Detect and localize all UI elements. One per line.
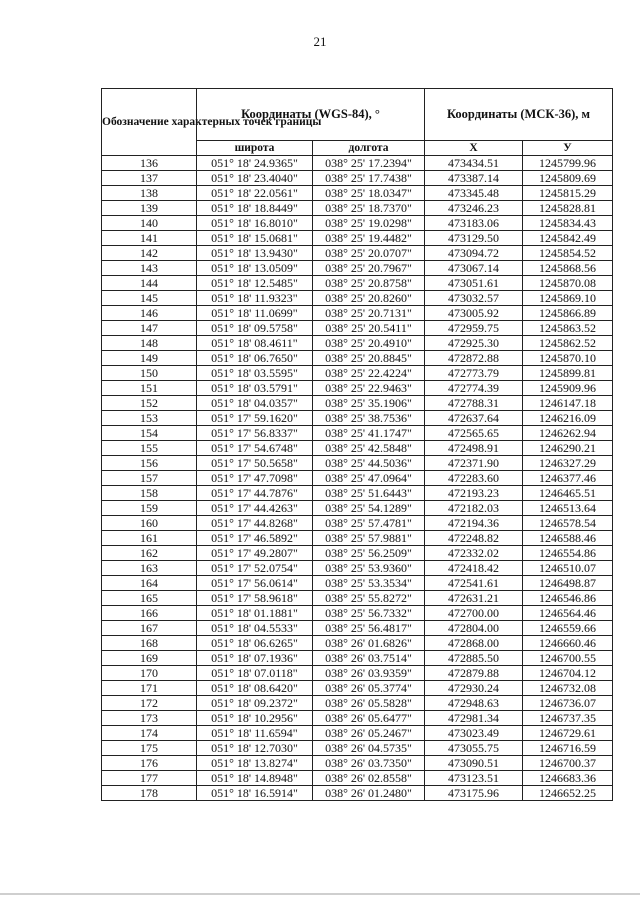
cell-longitude: 038° 25' 42.5848": [313, 441, 425, 456]
cell-point-number: 153: [102, 411, 197, 426]
cell-y: 1246465.51: [523, 486, 613, 501]
cell-y: 1246564.46: [523, 606, 613, 621]
table-row: [102, 666, 613, 681]
cell-point-number: 145: [102, 291, 197, 306]
cell-x: 472193.23: [425, 486, 523, 501]
cell-y: 1246732.08: [523, 681, 613, 696]
cell-latitude: 051° 18' 16.5914": [197, 786, 313, 801]
table-row: [102, 201, 613, 216]
cell-y: 1245909.96: [523, 381, 613, 396]
cell-latitude: 051° 18' 13.0509": [197, 261, 313, 276]
cell-longitude: 038° 25' 17.7438": [313, 171, 425, 186]
cell-longitude: 038° 25' 44.5036": [313, 456, 425, 471]
cell-latitude: 051° 18' 14.8948": [197, 771, 313, 786]
cell-longitude: 038° 25' 20.7967": [313, 261, 425, 276]
table-row: [102, 396, 613, 411]
cell-longitude: 038° 26' 01.6826": [313, 636, 425, 651]
cell-x: 473434.51: [425, 156, 523, 171]
header-y: У: [523, 141, 613, 156]
cell-longitude: 038° 25' 22.9463": [313, 381, 425, 396]
table-row: [102, 231, 613, 246]
table-row: [102, 681, 613, 696]
cell-point-number: 177: [102, 771, 197, 786]
table-row: [102, 306, 613, 321]
cell-latitude: 051° 17' 50.5658": [197, 456, 313, 471]
cell-longitude: 038° 25' 54.1289": [313, 501, 425, 516]
table-row: [102, 216, 613, 231]
cell-longitude: 038° 25' 53.9360": [313, 561, 425, 576]
cell-y: 1246704.12: [523, 666, 613, 681]
page-number: 21: [313, 34, 327, 49]
cell-longitude: 038° 26' 05.3774": [313, 681, 425, 696]
cell-longitude: 038° 25' 22.4224": [313, 366, 425, 381]
cell-y: 1246510.07: [523, 561, 613, 576]
cell-y: 1246660.46: [523, 636, 613, 651]
cell-latitude: 051° 17' 52.0754": [197, 561, 313, 576]
cell-point-number: 170: [102, 666, 197, 681]
cell-point-number: 154: [102, 426, 197, 441]
cell-point-number: 155: [102, 441, 197, 456]
cell-longitude: 038° 26' 02.8558": [313, 771, 425, 786]
table-row: [102, 606, 613, 621]
table-row: [102, 456, 613, 471]
table-row: [102, 726, 613, 741]
cell-latitude: 051° 17' 49.2807": [197, 546, 313, 561]
cell-x: 472332.02: [425, 546, 523, 561]
cell-y: 1246147.18: [523, 396, 613, 411]
cell-point-number: 142: [102, 246, 197, 261]
cell-x: 472981.34: [425, 711, 523, 726]
table-row: [102, 636, 613, 651]
cell-point-number: 136: [102, 156, 197, 171]
cell-longitude: 038° 25' 20.0707": [313, 246, 425, 261]
table-row: [102, 426, 613, 441]
cell-latitude: 051° 18' 08.6420": [197, 681, 313, 696]
cell-y: 1246700.55: [523, 651, 613, 666]
cell-x: 473032.57: [425, 291, 523, 306]
cell-longitude: 038° 25' 20.8758": [313, 276, 425, 291]
cell-y: 1246683.36: [523, 771, 613, 786]
cell-longitude: 038° 25' 20.8260": [313, 291, 425, 306]
cell-latitude: 051° 17' 47.7098": [197, 471, 313, 486]
cell-x: 472804.00: [425, 621, 523, 636]
table-header: [102, 89, 613, 156]
cell-latitude: 051° 17' 58.9618": [197, 591, 313, 606]
cell-y: 1246546.86: [523, 591, 613, 606]
cell-y: 1246652.25: [523, 786, 613, 801]
cell-longitude: 038° 25' 51.6443": [313, 486, 425, 501]
cell-latitude: 051° 18' 04.0357": [197, 396, 313, 411]
cell-longitude: 038° 26' 05.5828": [313, 696, 425, 711]
cell-y: 1245854.52: [523, 246, 613, 261]
cell-longitude: 038° 25' 20.4910": [313, 336, 425, 351]
cell-y: 1246716.59: [523, 741, 613, 756]
table-row: [102, 741, 613, 756]
cell-point-number: 174: [102, 726, 197, 741]
cell-point-number: 164: [102, 576, 197, 591]
cell-point-number: 156: [102, 456, 197, 471]
cell-x: 473005.92: [425, 306, 523, 321]
cell-x: 473129.50: [425, 231, 523, 246]
table-row: [102, 291, 613, 306]
table-row: [102, 411, 613, 426]
cell-x: 472194.36: [425, 516, 523, 531]
table-row: [102, 651, 613, 666]
table-row: [102, 546, 613, 561]
cell-y: 1245799.96: [523, 156, 613, 171]
cell-point-number: 141: [102, 231, 197, 246]
cell-x: 472283.60: [425, 471, 523, 486]
cell-longitude: 038° 25' 57.4781": [313, 516, 425, 531]
cell-longitude: 038° 25' 19.4482": [313, 231, 425, 246]
cell-latitude: 051° 18' 07.0118": [197, 666, 313, 681]
cell-x: 472925.30: [425, 336, 523, 351]
cell-point-number: 175: [102, 741, 197, 756]
cell-point-number: 173: [102, 711, 197, 726]
bottom-edge-rule: [0, 893, 640, 895]
cell-y: 1245862.52: [523, 336, 613, 351]
cell-latitude: 051° 18' 06.7650": [197, 351, 313, 366]
cell-x: 473023.49: [425, 726, 523, 741]
table-row: [102, 531, 613, 546]
cell-point-number: 152: [102, 396, 197, 411]
cell-point-number: 150: [102, 366, 197, 381]
table-row: [102, 501, 613, 516]
header-longitude: долгота: [313, 141, 425, 156]
cell-y: 1245899.81: [523, 366, 613, 381]
cell-point-number: 139: [102, 201, 197, 216]
cell-latitude: 051° 17' 44.7876": [197, 486, 313, 501]
cell-longitude: 038° 25' 47.0964": [313, 471, 425, 486]
table-row: [102, 786, 613, 801]
cell-y: 1246290.21: [523, 441, 613, 456]
table-row: [102, 246, 613, 261]
table-row: [102, 771, 613, 786]
cell-latitude: 051° 18' 12.5485": [197, 276, 313, 291]
cell-y: 1245828.81: [523, 201, 613, 216]
cell-point-number: 137: [102, 171, 197, 186]
table-row: [102, 621, 613, 636]
cell-x: 473067.14: [425, 261, 523, 276]
table-row: [102, 186, 613, 201]
cell-longitude: 038° 25' 19.0298": [313, 216, 425, 231]
cell-x: 473387.14: [425, 171, 523, 186]
cell-latitude: 051° 18' 13.9430": [197, 246, 313, 261]
cell-x: 473183.06: [425, 216, 523, 231]
cell-point-number: 172: [102, 696, 197, 711]
cell-y: 1245866.89: [523, 306, 613, 321]
cell-x: 472418.42: [425, 561, 523, 576]
cell-latitude: 051° 18' 03.5595": [197, 366, 313, 381]
cell-x: 473090.51: [425, 756, 523, 771]
table-row: [102, 561, 613, 576]
cell-latitude: 051° 18' 22.0561": [197, 186, 313, 201]
cell-latitude: 051° 18' 12.7030": [197, 741, 313, 756]
cell-longitude: 038° 25' 20.7131": [313, 306, 425, 321]
cell-point-number: 165: [102, 591, 197, 606]
cell-y: 1245815.29: [523, 186, 613, 201]
cell-point-number: 178: [102, 786, 197, 801]
cell-longitude: 038° 26' 03.7514": [313, 651, 425, 666]
cell-point-number: 169: [102, 651, 197, 666]
cell-longitude: 038° 25' 18.0347": [313, 186, 425, 201]
cell-longitude: 038° 25' 55.8272": [313, 591, 425, 606]
cell-latitude: 051° 17' 44.8268": [197, 516, 313, 531]
table-row: [102, 441, 613, 456]
cell-x: 473094.72: [425, 246, 523, 261]
coordinates-table: [101, 88, 613, 801]
cell-x: 473123.51: [425, 771, 523, 786]
cell-point-number: 167: [102, 621, 197, 636]
cell-latitude: 051° 18' 11.0699": [197, 306, 313, 321]
cell-point-number: 138: [102, 186, 197, 201]
cell-latitude: 051° 18' 23.4040": [197, 171, 313, 186]
table-row: [102, 351, 613, 366]
cell-y: 1246737.35: [523, 711, 613, 726]
cell-point-number: 147: [102, 321, 197, 336]
header-latitude: широта: [197, 141, 313, 156]
cell-longitude: 038° 26' 01.2480": [313, 786, 425, 801]
table-row: [102, 156, 613, 171]
cell-longitude: 038° 25' 57.9881": [313, 531, 425, 546]
cell-x: 472930.24: [425, 681, 523, 696]
cell-longitude: 038° 25' 56.4817": [313, 621, 425, 636]
table-row: [102, 576, 613, 591]
cell-longitude: 038° 25' 41.1747": [313, 426, 425, 441]
cell-point-number: 161: [102, 531, 197, 546]
cell-x: 473051.61: [425, 276, 523, 291]
cell-longitude: 038° 25' 20.5411": [313, 321, 425, 336]
cell-longitude: 038° 26' 03.7350": [313, 756, 425, 771]
cell-latitude: 051° 17' 56.8337": [197, 426, 313, 441]
cell-latitude: 051° 18' 07.1936": [197, 651, 313, 666]
cell-point-number: 176: [102, 756, 197, 771]
cell-x: 472959.75: [425, 321, 523, 336]
cell-latitude: 051° 18' 24.9365": [197, 156, 313, 171]
header-x: X: [425, 141, 523, 156]
header-wgs84-coordinates: Координаты (WGS-84), °: [197, 89, 425, 141]
cell-point-number: 158: [102, 486, 197, 501]
cell-x: 472788.31: [425, 396, 523, 411]
cell-point-number: 171: [102, 681, 197, 696]
cell-x: 473345.48: [425, 186, 523, 201]
cell-latitude: 051° 18' 04.5533": [197, 621, 313, 636]
cell-y: 1246578.54: [523, 516, 613, 531]
cell-latitude: 051° 18' 16.8010": [197, 216, 313, 231]
cell-point-number: 144: [102, 276, 197, 291]
cell-x: 472248.82: [425, 531, 523, 546]
cell-x: 472182.03: [425, 501, 523, 516]
cell-y: 1245842.49: [523, 231, 613, 246]
cell-longitude: 038° 25' 56.7332": [313, 606, 425, 621]
cell-longitude: 038° 26' 05.6477": [313, 711, 425, 726]
cell-latitude: 051° 18' 15.0681": [197, 231, 313, 246]
table-row: [102, 336, 613, 351]
cell-point-number: 159: [102, 501, 197, 516]
cell-latitude: 051° 18' 06.6265": [197, 636, 313, 651]
header-point-designation: Обозначение характерных точек границы: [102, 89, 197, 156]
table-row: [102, 696, 613, 711]
cell-x: 472885.50: [425, 651, 523, 666]
cell-longitude: 038° 25' 53.3534": [313, 576, 425, 591]
cell-x: 472637.64: [425, 411, 523, 426]
cell-y: 1246498.87: [523, 576, 613, 591]
table-row: [102, 486, 613, 501]
cell-longitude: 038° 25' 35.1906": [313, 396, 425, 411]
cell-latitude: 051° 17' 46.5892": [197, 531, 313, 546]
cell-x: 472773.79: [425, 366, 523, 381]
cell-y: 1246559.66: [523, 621, 613, 636]
cell-y: 1245869.10: [523, 291, 613, 306]
cell-latitude: 051° 18' 11.9323": [197, 291, 313, 306]
cell-x: 472371.90: [425, 456, 523, 471]
cell-y: 1246216.09: [523, 411, 613, 426]
cell-latitude: 051° 18' 03.5791": [197, 381, 313, 396]
table-row: [102, 591, 613, 606]
cell-longitude: 038° 26' 03.9359": [313, 666, 425, 681]
table-row: [102, 711, 613, 726]
cell-x: 472948.63: [425, 696, 523, 711]
cell-x: 473055.75: [425, 741, 523, 756]
cell-x: 472872.88: [425, 351, 523, 366]
cell-latitude: 051° 18' 18.8449": [197, 201, 313, 216]
cell-x: 472541.61: [425, 576, 523, 591]
cell-point-number: 146: [102, 306, 197, 321]
cell-x: 472631.21: [425, 591, 523, 606]
table-row: [102, 381, 613, 396]
cell-latitude: 051° 18' 08.4611": [197, 336, 313, 351]
cell-point-number: 162: [102, 546, 197, 561]
cell-y: 1245870.10: [523, 351, 613, 366]
cell-latitude: 051° 18' 09.5758": [197, 321, 313, 336]
header-msk36-coordinates: Координаты (МСК-36), м: [425, 89, 613, 141]
cell-y: 1246377.46: [523, 471, 613, 486]
table-body: [102, 156, 613, 801]
cell-y: 1245863.52: [523, 321, 613, 336]
cell-y: 1246736.07: [523, 696, 613, 711]
cell-x: 472565.65: [425, 426, 523, 441]
table-row: [102, 366, 613, 381]
cell-x: 472700.00: [425, 606, 523, 621]
cell-y: 1246554.86: [523, 546, 613, 561]
cell-longitude: 038° 26' 05.2467": [313, 726, 425, 741]
cell-point-number: 143: [102, 261, 197, 276]
table-row: [102, 516, 613, 531]
cell-latitude: 051° 18' 11.6594": [197, 726, 313, 741]
cell-y: 1245870.08: [523, 276, 613, 291]
cell-point-number: 168: [102, 636, 197, 651]
cell-y: 1246729.61: [523, 726, 613, 741]
cell-point-number: 149: [102, 351, 197, 366]
cell-point-number: 160: [102, 516, 197, 531]
cell-x: 472879.88: [425, 666, 523, 681]
cell-latitude: 051° 17' 54.6748": [197, 441, 313, 456]
cell-x: 472498.91: [425, 441, 523, 456]
cell-latitude: 051° 17' 59.1620": [197, 411, 313, 426]
cell-longitude: 038° 25' 18.7370": [313, 201, 425, 216]
table-row: [102, 471, 613, 486]
cell-x: 472868.00: [425, 636, 523, 651]
cell-y: 1246327.29: [523, 456, 613, 471]
cell-x: 473246.23: [425, 201, 523, 216]
cell-point-number: 151: [102, 381, 197, 396]
table-row: [102, 756, 613, 771]
cell-y: 1245834.43: [523, 216, 613, 231]
cell-point-number: 157: [102, 471, 197, 486]
cell-y: 1245809.69: [523, 171, 613, 186]
table-row: [102, 321, 613, 336]
cell-point-number: 140: [102, 216, 197, 231]
table-row: [102, 261, 613, 276]
cell-y: 1246588.46: [523, 531, 613, 546]
cell-x: 473175.96: [425, 786, 523, 801]
cell-latitude: 051° 18' 09.2372": [197, 696, 313, 711]
cell-y: 1245868.56: [523, 261, 613, 276]
cell-longitude: 038° 26' 04.5735": [313, 741, 425, 756]
cell-y: 1246262.94: [523, 426, 613, 441]
cell-latitude: 051° 18' 13.8274": [197, 756, 313, 771]
cell-latitude: 051° 18' 10.2956": [197, 711, 313, 726]
table-row: [102, 171, 613, 186]
cell-longitude: 038° 25' 56.2509": [313, 546, 425, 561]
cell-y: 1246513.64: [523, 501, 613, 516]
cell-point-number: 166: [102, 606, 197, 621]
cell-latitude: 051° 17' 56.0614": [197, 576, 313, 591]
cell-latitude: 051° 17' 44.4263": [197, 501, 313, 516]
cell-longitude: 038° 25' 38.7536": [313, 411, 425, 426]
table-row: [102, 276, 613, 291]
cell-x: 472774.39: [425, 381, 523, 396]
cell-point-number: 163: [102, 561, 197, 576]
cell-point-number: 148: [102, 336, 197, 351]
cell-latitude: 051° 18' 01.1881": [197, 606, 313, 621]
cell-longitude: 038° 25' 20.8845": [313, 351, 425, 366]
cell-longitude: 038° 25' 17.2394": [313, 156, 425, 171]
cell-y: 1246700.37: [523, 756, 613, 771]
